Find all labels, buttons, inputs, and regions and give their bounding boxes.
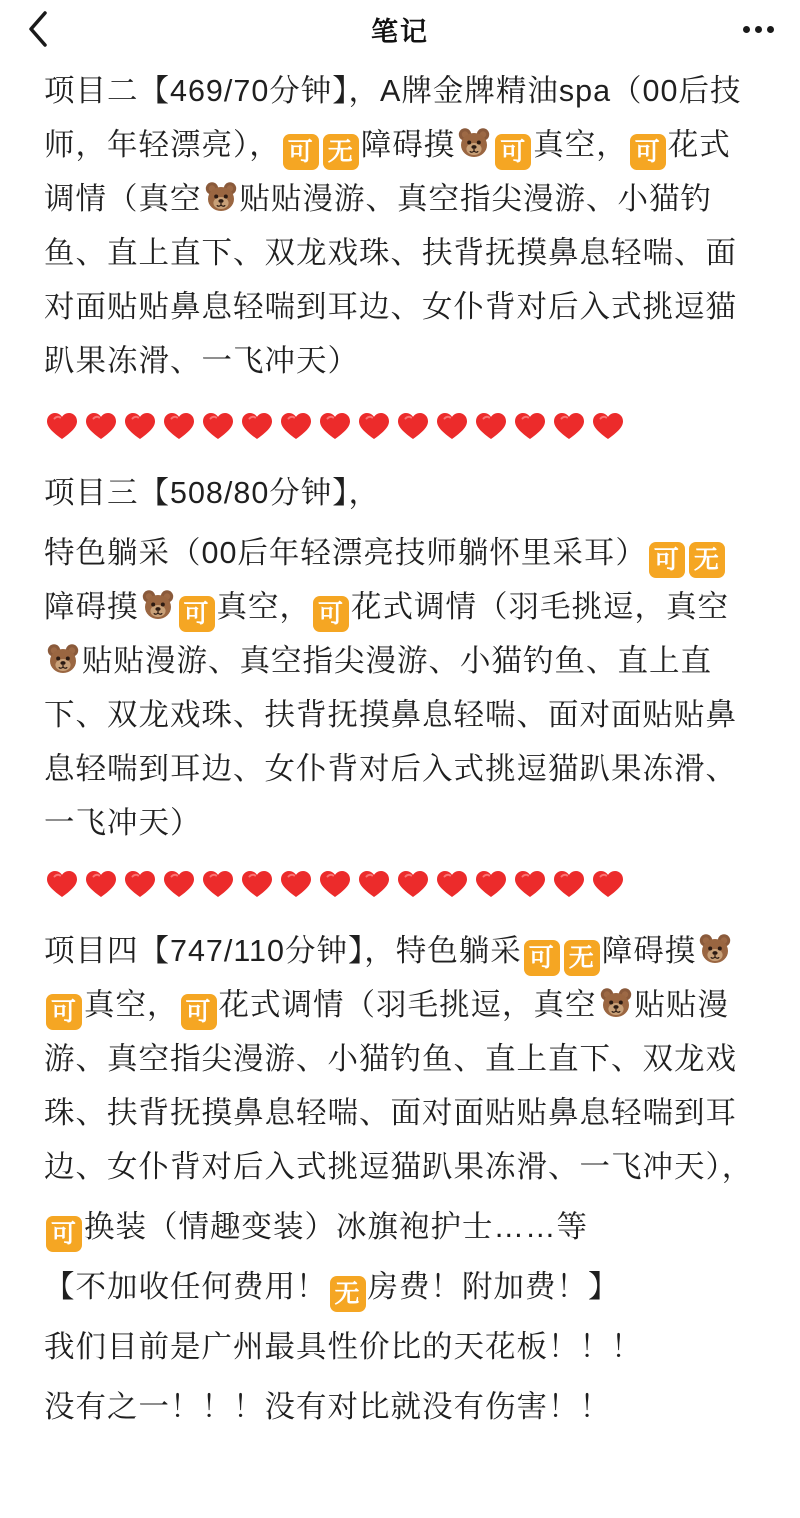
- heart-emoji: [395, 865, 431, 901]
- note-text: 障碍摸: [44, 590, 139, 624]
- allowed-symbol-badge: 可: [495, 134, 531, 170]
- heart-emoji: [161, 407, 197, 443]
- more-horizontal-icon: [738, 20, 774, 38]
- heart-emoji: [356, 865, 392, 901]
- note-text: 花式调情（羽毛挑逗，真空: [218, 988, 597, 1022]
- heart-emoji: [200, 407, 236, 443]
- heart-emoji: [512, 865, 548, 901]
- note-paragraph-value-claim: [44, 1320, 756, 1374]
- note-paragraph-compare-claim: [44, 1380, 756, 1434]
- allowed-symbol-badge: 可: [649, 542, 685, 578]
- heart-emoji: [239, 865, 275, 901]
- bear-face-emoji: [598, 984, 634, 1020]
- allowed-symbol-badge: 可: [283, 134, 319, 170]
- note-text: 换装（情趣变装）冰旗袍护士……等: [84, 1210, 588, 1244]
- heart-emoji: [551, 865, 587, 901]
- bear-face-emoji: [203, 178, 239, 214]
- note-paragraph-item-three-title: [44, 466, 756, 520]
- heart-emoji: [161, 865, 197, 901]
- note-text: 房费！附加费！】: [367, 1270, 620, 1304]
- bear-face-emoji: [45, 640, 81, 676]
- note-paragraph-item-four: [44, 924, 756, 1194]
- allowed-symbol-badge: 可: [181, 994, 217, 1030]
- back-button[interactable]: [26, 7, 70, 51]
- chevron-left-icon: [26, 9, 50, 49]
- bear-face-emoji: [456, 124, 492, 160]
- allowed-symbol-badge: 可: [46, 1216, 82, 1252]
- allowed-symbol-badge: 可: [46, 994, 82, 1030]
- heart-emoji: [317, 407, 353, 443]
- no-symbol-badge: 无: [323, 134, 359, 170]
- note-text: 花式调情（羽毛挑逗，真空: [351, 590, 729, 624]
- note-text: 项目二【469/70分钟】，A牌金牌精油spa（00后技师，年轻漂亮），: [44, 74, 742, 162]
- note-content: [0, 58, 800, 1434]
- heart-emoji: [83, 865, 119, 901]
- note-text: 真空，: [216, 590, 311, 624]
- note-paragraph-costume-line: [44, 1200, 756, 1254]
- heart-emoji: [395, 407, 431, 443]
- heart-emoji: [122, 407, 158, 443]
- note-text: 特色躺采（00后年轻漂亮技师躺怀里采耳）: [44, 536, 647, 570]
- note-text: 【不加收任何费用！: [44, 1270, 328, 1304]
- heart-emoji: [83, 407, 119, 443]
- heart-emoji: [200, 865, 236, 901]
- heart-divider: [44, 860, 756, 912]
- heart-emoji: [44, 865, 80, 901]
- heart-emoji: [278, 865, 314, 901]
- note-paragraph-item-two: [44, 64, 756, 388]
- no-symbol-badge: 无: [689, 542, 725, 578]
- no-symbol-badge: 无: [330, 1276, 366, 1312]
- note-text: 贴贴漫游、真空指尖漫游、小猫钓鱼、直上直下、双龙戏珠、扶背抚摸鼻息轻喘、面对面贴贴鼻息轻喘到耳边、女仆背对后入式挑逗猫趴果冻滑、一飞冲天）: [44, 644, 737, 840]
- heart-emoji: [590, 865, 626, 901]
- allowed-symbol-badge: 可: [313, 596, 349, 632]
- note-paragraph-item-three: [44, 526, 756, 850]
- note-text: 障碍摸: [360, 128, 456, 162]
- bear-face-emoji: [697, 930, 733, 966]
- heart-emoji: [473, 407, 509, 443]
- heart-emoji: [278, 407, 314, 443]
- note-text: 贴贴漫游、真空指尖漫游、小猫钓鱼、直上直下、双龙戏珠、扶背抚摸鼻息轻喘、面对面贴贴鼻息轻喘到耳边、女仆背对后入式挑逗猫趴果冻滑、一飞冲天），: [44, 988, 754, 1184]
- top-navigation-bar: [0, 0, 800, 58]
- no-symbol-badge: 无: [564, 940, 600, 976]
- heart-emoji: [473, 865, 509, 901]
- note-text: 项目三【508/80分钟】，: [44, 476, 381, 510]
- heart-emoji: [512, 407, 548, 443]
- note-paragraph-no-extra-fee: [44, 1260, 756, 1314]
- note-text: 障碍摸: [601, 934, 697, 968]
- heart-divider: [44, 402, 756, 454]
- note-text: 花式调情（真空: [44, 128, 731, 216]
- heart-emoji: [122, 865, 158, 901]
- allowed-symbol-badge: 可: [524, 940, 560, 976]
- note-text: 项目四【747/110分钟】，特色躺采: [44, 934, 522, 968]
- heart-emoji: [434, 865, 470, 901]
- heart-emoji: [551, 407, 587, 443]
- note-text: 真空，: [84, 988, 179, 1022]
- heart-emoji: [317, 865, 353, 901]
- page-title: 笔记: [371, 16, 429, 47]
- heart-emoji: [356, 407, 392, 443]
- allowed-symbol-badge: 可: [630, 134, 666, 170]
- note-text: 贴贴漫游、真空指尖漫游、小猫钓鱼、直上直下、双龙戏珠、扶背抚摸鼻息轻喘、面对面贴贴鼻息轻喘到耳边、女仆背对后入式挑逗猫趴果冻滑、一飞冲天）: [44, 182, 737, 378]
- heart-emoji: [434, 407, 470, 443]
- note-text: 没有之一！！！没有对比就没有伤害！！: [44, 1390, 611, 1424]
- bear-face-emoji: [140, 586, 176, 622]
- heart-emoji: [44, 407, 80, 443]
- allowed-symbol-badge: 可: [179, 596, 215, 632]
- heart-emoji: [590, 407, 626, 443]
- more-options-button[interactable]: [730, 7, 774, 51]
- note-text: 真空，: [533, 128, 628, 162]
- heart-emoji: [239, 407, 275, 443]
- note-text: 我们目前是广州最具性价比的天花板！！！: [44, 1330, 643, 1364]
